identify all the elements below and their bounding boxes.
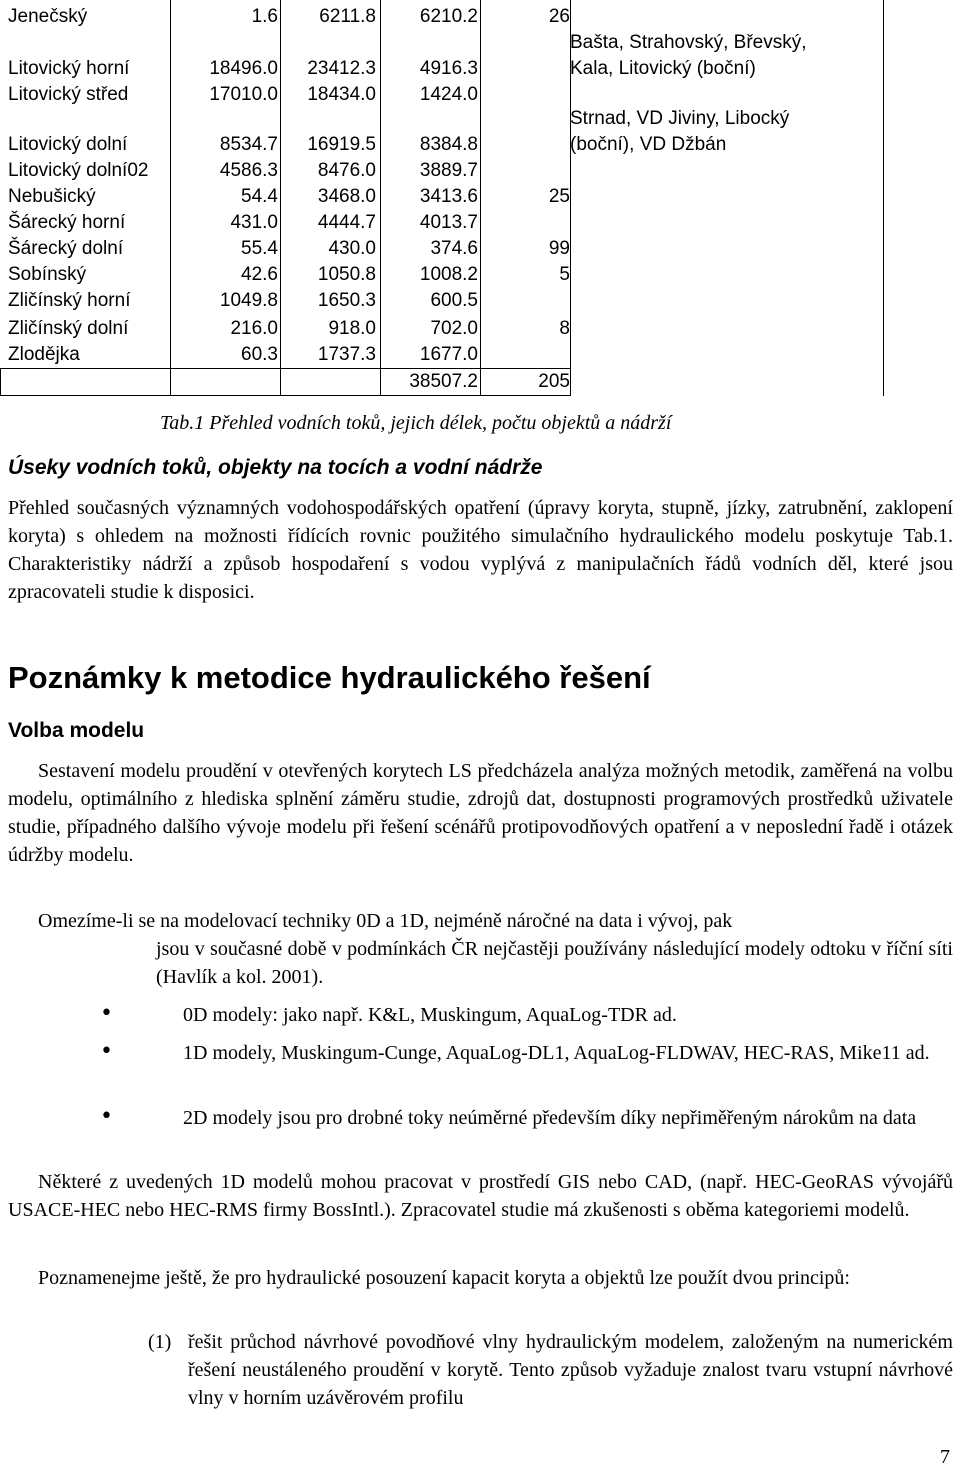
table-cell: 600.5	[430, 290, 478, 311]
table-cell: 431.0	[230, 212, 278, 233]
list-item: 2D modely jsou pro drobné toky neúměrné především díky nepřiměřeným nárokům na data	[183, 1107, 917, 1129]
sub-heading: Volba modelu	[8, 719, 145, 742]
table-note: Strnad, VD Jiviny, Libocký (boční), VD Džbán	[570, 108, 790, 155]
table-note: Bašta, Strahovský, Břevský, Kala, Litovický (boční)	[570, 32, 807, 79]
main-heading: Poznámky k metodice hydraulického řešení	[8, 660, 651, 695]
table-cell: 54.4	[241, 186, 278, 207]
table-gridline	[380, 0, 381, 396]
table-cell: 18496.0	[209, 58, 278, 79]
table-cell: 4586.3	[219, 160, 278, 181]
table-cell: 55.4	[241, 238, 278, 259]
paragraph-model-choice: Sestavení modelu proudění v otevřených korytech LS předcházela analýza možných metodik, zaměřená na volbu modelu, optimálního z hlediska splnění záměru studie, zdrojů dat, dostupnosti programových prostředků uživatele studie, případného dalšího vývoje modelu při řešení scénářů protipovodňových opatření a v neposlední řadě i otázek údržby modelu.	[8, 760, 953, 866]
table-gridline	[0, 368, 1, 396]
table-gridline	[170, 0, 171, 396]
table-cell: 702.0	[430, 318, 478, 339]
list-item: 1D modely, Muskingum-Cunge, AquaLog-DL1, AquaLog-FLDWAV, HEC-RAS, Mike11 ad.	[183, 1042, 930, 1064]
table-cell: 1.6	[251, 6, 278, 27]
table-cell: 3889.7	[419, 160, 478, 181]
table-cell: 16919.5	[307, 134, 376, 155]
table-cell: 5	[559, 264, 570, 285]
table-caption: Tab.1 Přehled vodních toků, jejich délek, počtu objektů a nádrží	[160, 412, 672, 434]
table-total-cell: 205	[538, 371, 570, 392]
table-cell-name: Nebušický	[8, 186, 96, 207]
table-cell-name: Litovický dolní	[8, 134, 128, 155]
table-cell: 3413.6	[419, 186, 478, 207]
list-item-label: (1)	[148, 1331, 172, 1353]
table-cell: 430.0	[328, 238, 376, 259]
section-heading: Úseky vodních toků, objekty na tocích a vodní nádrže	[8, 456, 543, 479]
table-cell: 42.6	[241, 264, 278, 285]
table-cell: 1008.2	[419, 264, 478, 285]
table-total-cell: 38507.2	[409, 371, 478, 392]
table-gridline	[0, 395, 570, 396]
table-cell: 99	[548, 238, 570, 259]
table-cell: 1677.0	[419, 344, 478, 365]
table-cell-name: Litovický horní	[8, 58, 130, 79]
table-cell: 4013.7	[419, 212, 478, 233]
table-cell-name: Sobínský	[8, 264, 87, 285]
bullet-icon: •	[100, 1039, 113, 1064]
table-cell-name: Litovický střed	[8, 84, 129, 105]
paragraph-techniques-rest: jsou v současné době v podmínkách ČR nejčastěji používány následující modely odtoku v říční síti (Havlík a kol. 2001).	[156, 938, 953, 988]
table-cell: 3468.0	[317, 186, 376, 207]
table-cell: 1049.8	[219, 290, 278, 311]
bullet-icon: •	[100, 1104, 113, 1129]
table-cell: 26	[548, 6, 570, 27]
table-cell: 8534.7	[219, 134, 278, 155]
page-number: 7	[940, 1446, 950, 1468]
table-gridline	[280, 0, 281, 396]
table-cell: 17010.0	[209, 84, 278, 105]
table-cell-name: Zlodějka	[8, 344, 80, 365]
bullet-icon: •	[100, 1001, 113, 1026]
table-cell: 60.3	[241, 344, 278, 365]
section-paragraph: Přehled současných významných vodohospodářských opatření (úpravy koryta, stupně, jízky, zatrubnění, zaklopení koryta) s ohledem na možnosti řídících rovnic použitého simulačního hydraulického modelu poskytuje Tab.1. Charakteristiky nádrží a způsob hospodaření s vodou vyplývá z manipulačních řádů vodních děl, které jsou zpracovateli studie k disposici.	[8, 497, 953, 603]
list-item: 0D modely: jako např. K&L, Muskingum, AquaLog-TDR ad.	[183, 1004, 677, 1026]
table-cell: 918.0	[328, 318, 376, 339]
table-cell: 1424.0	[419, 84, 478, 105]
paragraph-gis-models: Některé z uvedených 1D modelů mohou pracovat v prostředí GIS nebo CAD, (např. HEC-GeoRAS vývojářů USACE-HEC nebo HEC-RMS firmy BossIntl.). Zpracovatel studie má zkušenosti s oběma kategoriemi modelů.	[8, 1171, 953, 1221]
paragraph-techniques-first-line: Omezíme-li se na modelovací techniky 0D a 1D, nejméně náročné na data i vývoj, pak	[38, 910, 733, 932]
table-cell: 23412.3	[307, 58, 376, 79]
table-cell: 1050.8	[317, 264, 376, 285]
table-cell-name: Šárecký horní	[8, 212, 126, 233]
table-cell: 1737.3	[317, 344, 376, 365]
table-cell: 4916.3	[419, 58, 478, 79]
table-cell: 8	[559, 318, 570, 339]
table-cell: 6211.8	[319, 6, 376, 27]
table-cell: 25	[548, 186, 570, 207]
table-cell: 216.0	[230, 318, 278, 339]
table-cell: 374.6	[430, 238, 478, 259]
table-cell: 18434.0	[307, 84, 376, 105]
table-gridline	[0, 368, 570, 369]
table-cell-name: Zličínský dolní	[8, 318, 129, 339]
table-cell: 8384.8	[419, 134, 478, 155]
table-cell: 8476.0	[317, 160, 376, 181]
table-cell-name: Jenečský	[8, 6, 88, 27]
table-cell: 6210.2	[419, 6, 478, 27]
table-cell-name: Litovický dolní02	[8, 160, 149, 181]
table-cell: 1650.3	[317, 290, 376, 311]
table-cell: 4444.7	[317, 212, 376, 233]
table-cell-name: Šárecký dolní	[8, 238, 124, 259]
paragraph-principles: Poznamenejme ještě, že pro hydraulické posouzení kapacit koryta a objektů lze použít dvou principů:	[38, 1267, 850, 1289]
list-item: řešit průchod návrhové povodňové vlny hydraulickým modelem, založeným na numerickém řešení neustáleného proudění v korytě. Tento způsob vyžaduje znalost tvaru vstupní návrhové vlny v horním uzávěrovém profilu	[188, 1331, 953, 1409]
table-gridline	[480, 0, 481, 396]
table-cell-name: Zličínský horní	[8, 290, 131, 311]
table-gridline	[883, 0, 884, 396]
